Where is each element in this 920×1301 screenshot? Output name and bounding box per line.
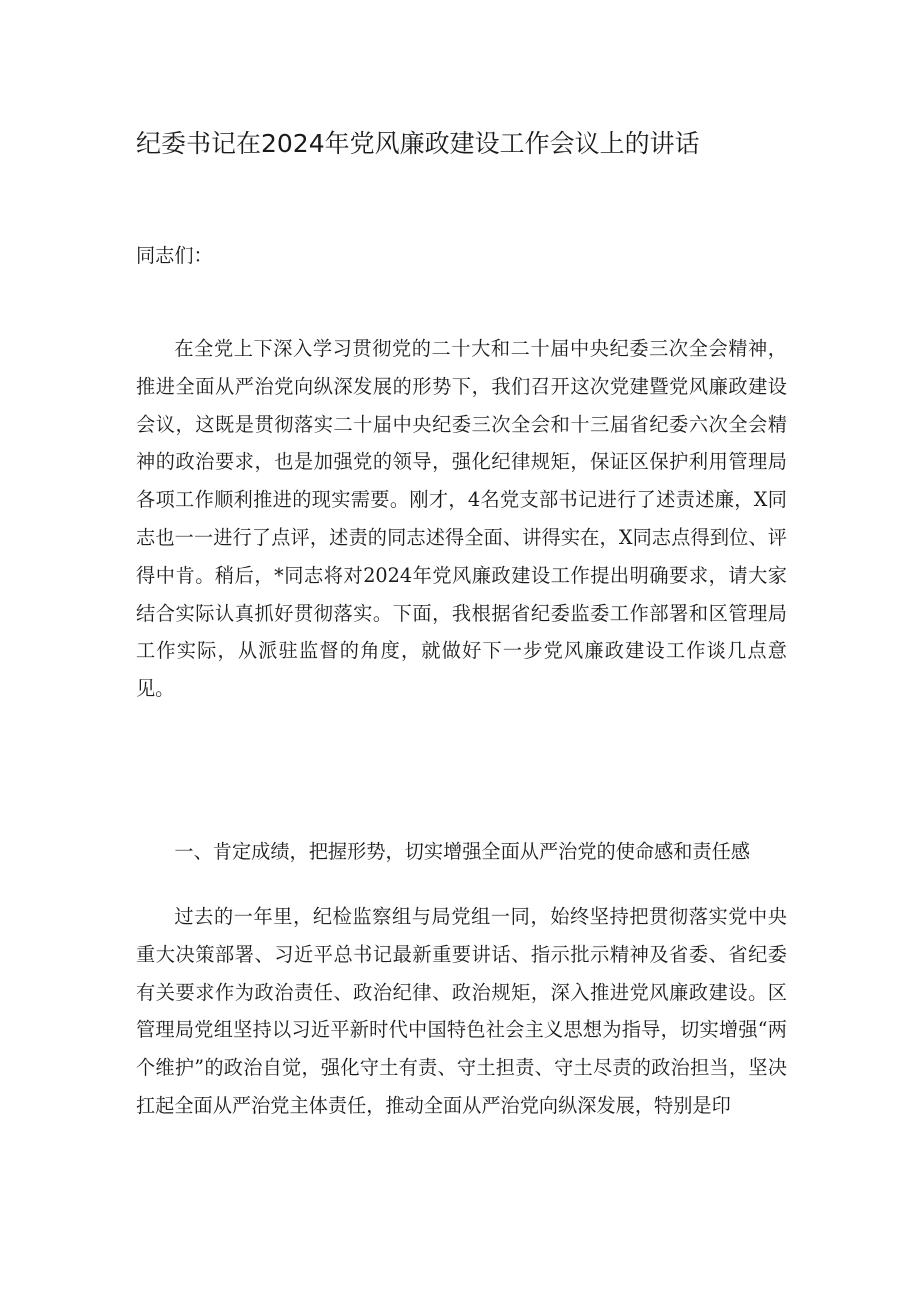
document-title: 纪委书记在2024年党风廉政建设工作会议上的讲话 <box>136 129 700 158</box>
paragraph-section-1: 过去的一年里，纪检监察组与局党组一同，始终坚持把贯彻落实党中央重大决策部署、习近平总书记最新重要讲话、指示批示精神及省委、省纪委有关要求作为政治责任、政治纪律、政治规矩，深入推进党风廉政建设。区管理局党组坚持以习近平新时代中国特色社会主义思想为指导，切实增强“两个维护”的政治自觉，强化守土有责、守土担责、守土尽责的政治担当，坚决扛起全面从严治党主体责任，推动全面从严治党向纵深发展，特别是印 <box>136 905 787 1117</box>
section-heading-1: 一、肯定成绩，把握形势，切实增强全面从严治党的使命感和责任感 <box>174 840 751 863</box>
salutation: 同志们： <box>136 244 213 267</box>
paragraph-intro: 在全党上下深入学习贯彻党的二十大和二十届中央纪委三次全会精神，推进全面从严治党向纵深发展的形势下，我们召开这次党建暨党风廉政建设会议，这既是贯彻落实二十届中央纪委三次全会和十三届省纪委六次全会精神的政治要求，也是加强党的领导，强化纪律规矩，保证区保护利用管理局各项工作顺利推进的现实需要。刚才，4名党支部书记进行了述责述廉，X同志也一一进行了点评，述责的同志述得全面、讲得实在，X同志点得到位、评得中肯。稍后，*同志将对2024年党风廉政建设工作提出明确要求，请大家结合实际认真抓好贯彻落实。下面，我根据省纪委监委工作部署和区管理局工作实际，从派驻监督的角度，就做好下一步党风廉政建设工作谈几点意见。 <box>136 337 787 701</box>
